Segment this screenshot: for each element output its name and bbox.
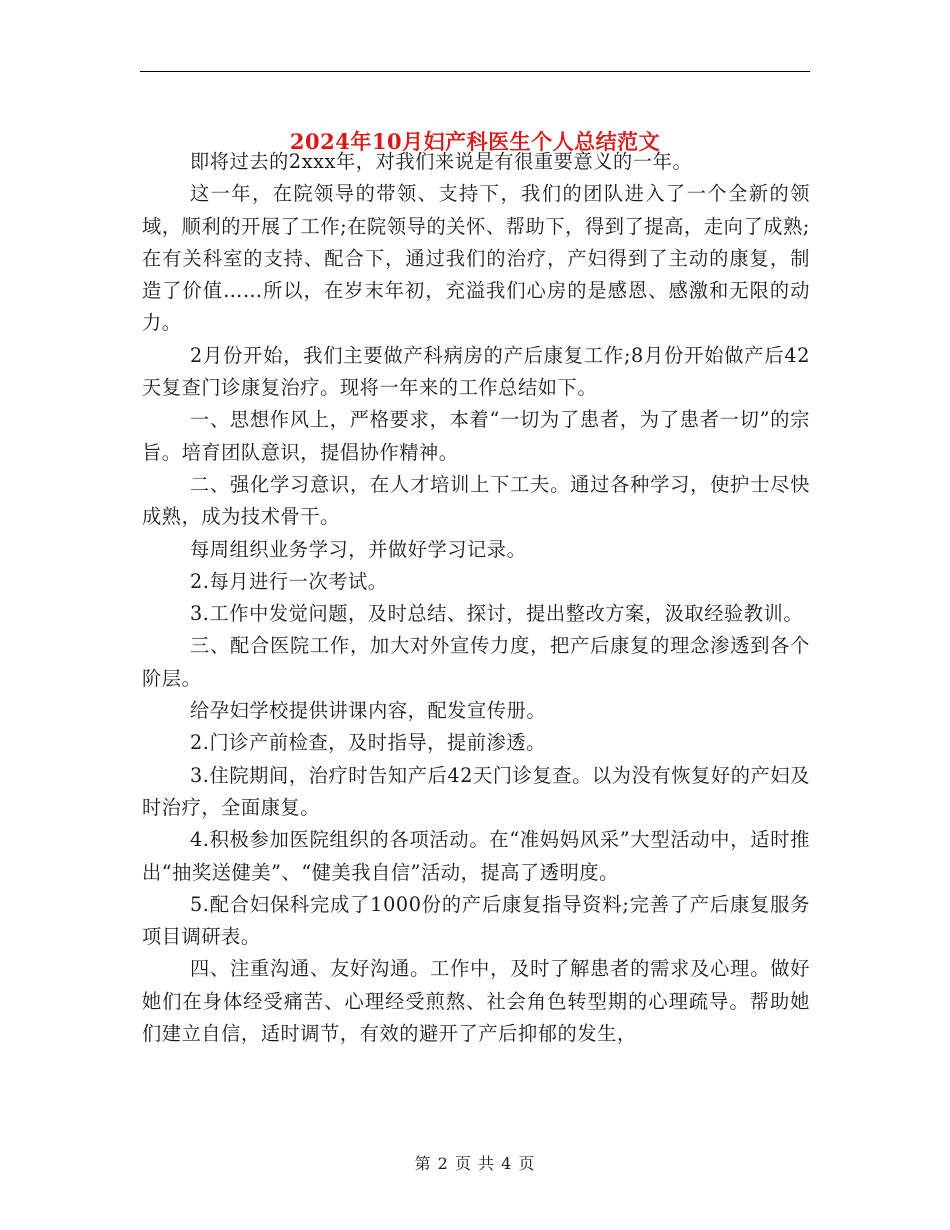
paragraph: 这一年，在院领导的带领、支持下，我们的团队进入了一个全新的领域，顺利的开展了工作;在院领导的关怀、帮助下，得到了提高，走向了成熟;在有关科室的支持、配合下，通过我们的治疗，产妇得到了主动的康复，制造了价值……所以，在岁末年初，充溢我们心房的是感恩、感激和无限的动力。	[142, 182, 810, 335]
paragraph: 给孕妇学校提供讲课内容，配发宣传册。	[190, 699, 547, 723]
paragraph: 即将过去的2xxx年，对我们来说是有很重要意义的一年。	[190, 150, 693, 173]
page-footer: 第 2 页 共 4 页	[414, 1154, 536, 1173]
document-title: 2024年10月妇产科医生个人总结范文	[289, 129, 661, 155]
paragraph: 4.积极参加医院组织的各项活动。在“准妈妈风采”大型活动中，适时推出“抽奖送健美”、“健美我自信”活动，提高了透明度。	[142, 828, 810, 884]
paragraph: 2.门诊产前检查，及时指导，提前渗透。	[190, 731, 546, 755]
paragraph: 二、强化学习意识，在人才培训上下工夫。通过各种学习，使护士尽快成熟，成为技术骨干。	[142, 472, 810, 529]
document-body	[142, 146, 810, 1050]
paragraph: 3.工作中发觉问题，及时总结、探讨，提出整改方案，汲取经验教训。	[190, 602, 804, 626]
paragraph: 2月份开始，我们主要做产科病房的产后康复工作;8月份开始做产后42天复查门诊康复治疗。现将一年来的工作总结如下。	[142, 343, 810, 400]
paragraph: 5.配合妇保科完成了1000份的产后康复指导资料;完善了产后康复服务项目调研表。	[142, 892, 810, 949]
paragraph: 三、配合医院工作，加大对外宣传力度，把产后康复的理念渗透到各个阶层。	[142, 634, 810, 690]
paragraph: 一、思想作风上，严格要求，本着“一切为了患者，为了患者一切”的宗旨。培育团队意识，提倡协作精神。	[142, 408, 810, 464]
paragraph: 2.每月进行一次考试。	[190, 569, 388, 593]
header-rule	[140, 71, 810, 72]
paragraph: 3.住院期间，治疗时告知产后42天门诊复查。以为没有恢复好的产妇及时治疗，全面康复。	[142, 763, 810, 819]
paragraph: 四、注重沟通、友好沟通。工作中，及时了解患者的需求及心理。做好她们在身体经受痛苦、心理经受煎熬、社会角色转型期的心理疏导。帮助她们建立自信，适时调节，有效的避开了产后抑郁的发生，	[142, 957, 810, 1046]
paragraph: 每周组织业务学习，并做好学习记录。	[190, 537, 527, 561]
